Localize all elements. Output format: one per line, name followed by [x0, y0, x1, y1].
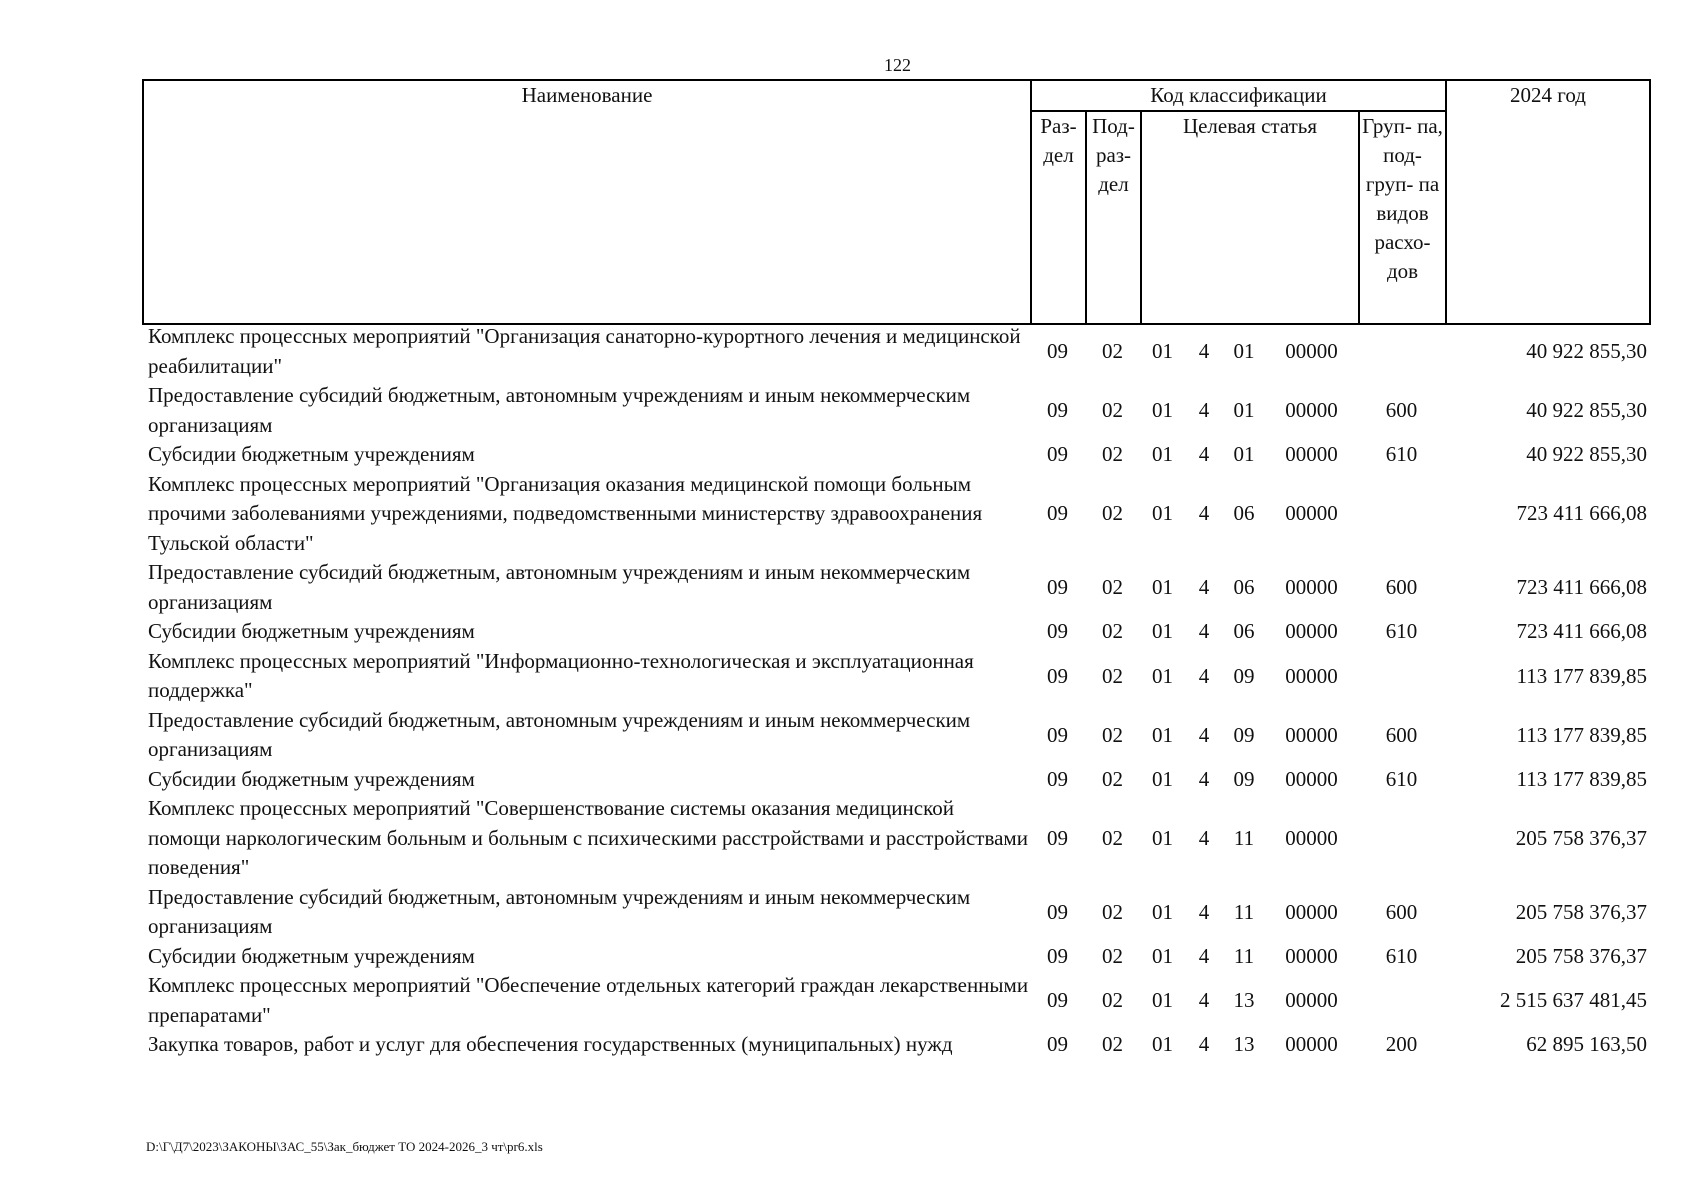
- table-row: [142, 942, 1649, 972]
- table-row: [142, 765, 1649, 795]
- row-code-1: 01: [1152, 575, 1173, 599]
- row-amount: 723 411 666,08: [1516, 575, 1647, 599]
- table-row: [142, 381, 1649, 440]
- row-code-4: 00000: [1285, 943, 1338, 968]
- row-code-2: 4: [1198, 501, 1210, 526]
- row-name: Субсидии бюджетным учреждениям: [148, 619, 475, 643]
- row-vid: 600: [1385, 575, 1418, 599]
- row-code-1: 01: [1152, 339, 1173, 363]
- row-amount: 205 758 376,37: [1515, 899, 1647, 924]
- row-razdel: 09: [1047, 766, 1068, 791]
- table-body: [142, 322, 1649, 1060]
- row-code-1: 01: [1152, 988, 1173, 1012]
- row-amount: 40 922 855,30: [1526, 339, 1647, 363]
- row-amount: 113 177 839,85: [1516, 766, 1647, 791]
- data-table: [142, 322, 1649, 1060]
- row-code-1: 01: [1152, 663, 1173, 688]
- page-number: 122: [884, 55, 911, 75]
- row-razdel: 09: [1047, 943, 1068, 968]
- header-podrazdel: Под- раз- дел: [1086, 111, 1141, 324]
- row-code-3: 09: [1233, 663, 1255, 688]
- row-podrazdel: 02: [1102, 722, 1123, 747]
- row-code-4: 00000: [1285, 766, 1338, 791]
- row-code-3: 01: [1233, 339, 1255, 363]
- row-razdel: 09: [1047, 1032, 1068, 1057]
- row-code-4: 00000: [1285, 575, 1338, 599]
- row-code-4: 00000: [1285, 988, 1338, 1012]
- row-code-4: 00000: [1285, 398, 1338, 422]
- row-code-4: 00000: [1285, 339, 1338, 363]
- row-podrazdel: 02: [1102, 899, 1123, 924]
- header-code-group: Код классификации: [1031, 80, 1446, 111]
- header-celevaya: Целевая статья: [1141, 111, 1359, 324]
- row-code-2: 4: [1198, 899, 1210, 924]
- row-podrazdel: 02: [1102, 575, 1123, 599]
- row-name: Предоставление субсидий бюджетным, автономным учреждениям и иным некоммерческим организациям: [148, 707, 971, 761]
- row-name: Субсидии бюджетным учреждениям: [148, 442, 475, 466]
- row-razdel: 09: [1047, 988, 1068, 1012]
- table-row: [142, 322, 1649, 381]
- row-name: Предоставление субсидий бюджетным, автономным учреждениям и иным некоммерческим организациям: [148, 884, 971, 938]
- row-podrazdel: 02: [1102, 442, 1123, 467]
- row-name: Закупка товаров, работ и услуг для обеспечения государственных (муниципальных) нужд: [148, 1032, 953, 1056]
- row-code-1: 01: [1152, 442, 1173, 467]
- row-name: Комплекс процессных мероприятий "Информационно-технологическая и эксплуатационная поддержка": [148, 648, 974, 702]
- row-razdel: 09: [1047, 339, 1068, 363]
- header-vid: Груп- па, под- груп- па видов расхо- дов: [1359, 111, 1446, 324]
- row-podrazdel: 02: [1102, 1032, 1123, 1057]
- row-podrazdel: 02: [1102, 943, 1123, 968]
- row-vid: [1358, 794, 1445, 883]
- table-row: [142, 558, 1649, 617]
- row-code-4: 00000: [1285, 825, 1338, 850]
- table-row: [142, 794, 1649, 883]
- table-header: [142, 79, 1651, 325]
- table-row: [142, 647, 1649, 706]
- row-razdel: 09: [1047, 501, 1068, 526]
- row-code-3: 13: [1233, 988, 1255, 1012]
- row-vid: 200: [1385, 1032, 1418, 1057]
- row-razdel: 09: [1047, 899, 1068, 924]
- row-code-3: 01: [1233, 398, 1255, 422]
- row-amount: 113 177 839,85: [1516, 722, 1647, 747]
- row-vid: 600: [1385, 398, 1418, 422]
- row-code-3: 11: [1233, 899, 1255, 924]
- row-code-2: 4: [1198, 663, 1210, 688]
- row-code-1: 01: [1152, 722, 1173, 747]
- row-code-3: 11: [1233, 943, 1255, 968]
- header-razdel: Раз- дел: [1031, 111, 1086, 324]
- row-razdel: 09: [1047, 398, 1068, 422]
- row-podrazdel: 02: [1102, 663, 1123, 688]
- row-amount: 2 515 637 481,45: [1500, 988, 1647, 1012]
- table-row: [142, 706, 1649, 765]
- row-podrazdel: 02: [1102, 766, 1123, 791]
- row-code-1: 01: [1152, 1032, 1173, 1057]
- row-name: Комплекс процессных мероприятий "Совершенствование системы оказания медицинской помощи наркологическим больным и больным с психическими расстройствами и расстройствами поведения": [148, 796, 1028, 879]
- table-row: [142, 971, 1649, 1030]
- row-name: Комплекс процессных мероприятий "Обеспечение отдельных категорий граждан лекарственными препаратами": [148, 973, 1029, 1027]
- file-path-footer: D:\Г\Д7\2023\ЗАКОНЫ\ЗАС_55\Зак_бюджет ТО 2024-2026_3 чт\pr6.xls: [146, 1139, 543, 1154]
- row-vid: 610: [1385, 619, 1418, 644]
- row-vid: 610: [1385, 442, 1418, 467]
- row-name: Комплекс процессных мероприятий "Организация оказания медицинской помощи больным прочими заболеваниями учреждениями, подведомственными министерству здравоохранения Тульской области": [148, 471, 983, 555]
- row-vid: 610: [1385, 766, 1418, 791]
- row-code-4: 00000: [1285, 501, 1338, 526]
- table-row: [142, 470, 1649, 559]
- row-razdel: 09: [1047, 663, 1068, 688]
- row-code-3: 11: [1233, 825, 1255, 850]
- row-amount: 205 758 376,37: [1515, 943, 1647, 968]
- row-podrazdel: 02: [1102, 825, 1123, 850]
- header-year: 2024 год: [1446, 80, 1650, 324]
- row-code-2: 4: [1198, 766, 1210, 791]
- row-code-3: 09: [1233, 766, 1255, 791]
- row-amount: 40 922 855,30: [1526, 398, 1647, 422]
- row-code-1: 01: [1152, 619, 1173, 644]
- row-code-1: 01: [1152, 943, 1173, 968]
- row-code-1: 01: [1152, 398, 1173, 422]
- row-vid: [1358, 647, 1445, 706]
- row-amount: 205 758 376,37: [1515, 825, 1647, 850]
- row-razdel: 09: [1047, 825, 1068, 850]
- row-code-1: 01: [1152, 825, 1173, 850]
- row-razdel: 09: [1047, 442, 1068, 467]
- row-code-3: 01: [1233, 442, 1255, 467]
- row-code-4: 00000: [1285, 442, 1338, 467]
- row-code-4: 00000: [1285, 1032, 1338, 1057]
- row-amount: 723 411 666,08: [1516, 501, 1647, 526]
- row-razdel: 09: [1047, 722, 1068, 747]
- row-amount: 62 895 163,50: [1526, 1032, 1647, 1057]
- table-row: [142, 883, 1649, 942]
- row-name: Субсидии бюджетным учреждениям: [148, 766, 475, 791]
- row-code-2: 4: [1198, 825, 1210, 850]
- row-vid: 600: [1385, 899, 1418, 924]
- row-code-3: 06: [1233, 619, 1255, 644]
- row-code-1: 01: [1152, 899, 1173, 924]
- row-code-4: 00000: [1285, 722, 1338, 747]
- row-code-4: 00000: [1285, 663, 1338, 688]
- row-podrazdel: 02: [1102, 988, 1123, 1012]
- row-name: Субсидии бюджетным учреждениям: [148, 943, 475, 968]
- row-razdel: 09: [1047, 575, 1068, 599]
- row-code-2: 4: [1198, 619, 1210, 644]
- row-razdel: 09: [1047, 619, 1068, 644]
- row-code-1: 01: [1152, 766, 1173, 791]
- row-code-4: 00000: [1285, 619, 1338, 644]
- row-vid: [1358, 322, 1445, 381]
- row-code-1: 01: [1152, 501, 1173, 526]
- row-code-3: 06: [1233, 575, 1255, 599]
- row-vid: [1358, 470, 1445, 559]
- row-code-2: 4: [1198, 575, 1210, 599]
- row-code-2: 4: [1198, 988, 1210, 1012]
- table-row: [142, 617, 1649, 647]
- row-code-2: 4: [1198, 943, 1210, 968]
- header-name: Наименование: [143, 80, 1031, 324]
- row-code-2: 4: [1198, 398, 1210, 422]
- row-code-3: 09: [1233, 722, 1255, 747]
- row-amount: 723 411 666,08: [1516, 619, 1647, 644]
- row-name: Предоставление субсидий бюджетным, автономным учреждениям и иным некоммерческим организациям: [148, 560, 971, 614]
- row-name: Комплекс процессных мероприятий "Организация санаторно-курортного лечения и медицинской реабилитации": [148, 324, 1021, 378]
- row-code-3: 13: [1233, 1032, 1255, 1057]
- row-name: Предоставление субсидий бюджетным, автономным учреждениям и иным некоммерческим организациям: [148, 383, 971, 437]
- row-code-2: 4: [1198, 339, 1210, 363]
- row-podrazdel: 02: [1102, 339, 1123, 363]
- row-vid: [1358, 971, 1445, 1030]
- row-podrazdel: 02: [1102, 501, 1123, 526]
- row-code-4: 00000: [1285, 899, 1338, 924]
- row-code-2: 4: [1198, 1032, 1210, 1057]
- row-code-3: 06: [1233, 501, 1255, 526]
- row-vid: 600: [1385, 722, 1418, 747]
- row-podrazdel: 02: [1102, 398, 1123, 422]
- row-amount: 40 922 855,30: [1526, 442, 1647, 467]
- row-vid: 610: [1385, 943, 1418, 968]
- table-row: [142, 440, 1649, 470]
- row-code-2: 4: [1198, 722, 1210, 747]
- row-podrazdel: 02: [1102, 619, 1123, 644]
- row-amount: 113 177 839,85: [1516, 663, 1647, 688]
- table-row: [142, 1030, 1649, 1060]
- row-code-2: 4: [1198, 442, 1210, 467]
